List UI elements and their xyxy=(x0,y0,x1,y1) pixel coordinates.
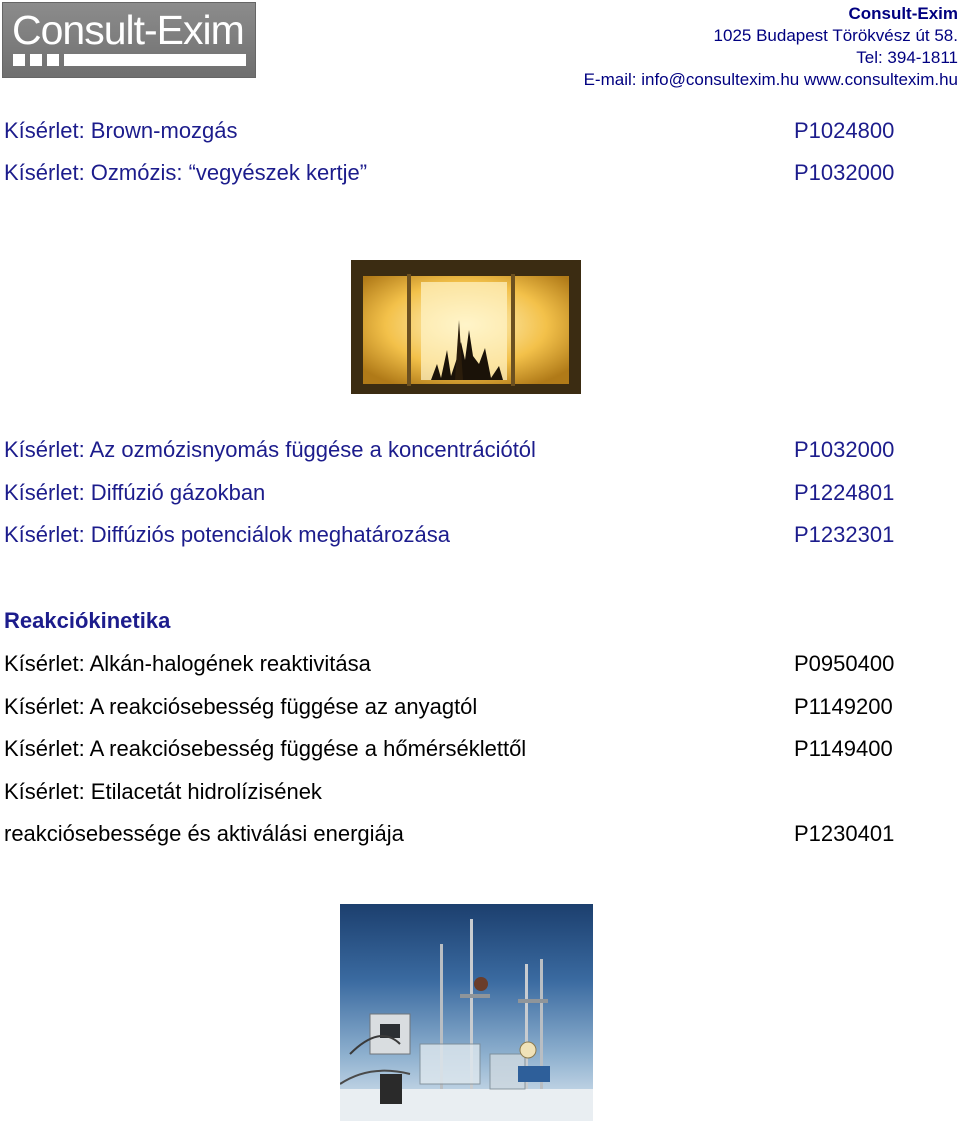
product-code: P1149400 xyxy=(794,736,893,761)
company-logo xyxy=(2,2,256,78)
company-name: Consult-Exim xyxy=(848,4,958,23)
experiment-title: Kísérlet: Brown-mozgás xyxy=(4,118,238,143)
experiment-row xyxy=(4,819,910,849)
experiment-title: Kísérlet: Az ozmózisnyomás függése a koncentrációtól xyxy=(4,437,536,462)
experiment-row xyxy=(4,649,910,679)
logo-square xyxy=(30,54,42,66)
experiment-title-line1: Kísérlet: Etilacetát hidrolízisének xyxy=(4,779,322,804)
experiment-title: Kísérlet: Diffúzió gázokban xyxy=(4,480,266,505)
company-phone: Tel: 394-1811 xyxy=(856,48,958,67)
chemical-garden-photo xyxy=(351,260,581,394)
company-address: 1025 Budapest Törökvész út 58. xyxy=(713,26,958,45)
product-code: P1149200 xyxy=(794,694,893,719)
product-code: P0950400 xyxy=(794,651,895,676)
experiment-row xyxy=(4,777,910,807)
product-code: P1232301 xyxy=(794,522,895,547)
experiment-row xyxy=(4,734,910,764)
experiment-row xyxy=(4,692,910,722)
experiment-title: Kísérlet: Ozmózis: “vegyészek kertje” xyxy=(4,160,368,185)
chemical-garden-illustration xyxy=(351,260,581,394)
section-heading: Reakciókinetika xyxy=(4,608,171,633)
experiment-row xyxy=(4,116,910,146)
experiment-row xyxy=(4,158,910,188)
experiment-row xyxy=(4,435,910,465)
logo-text: Consult-Exim xyxy=(12,7,244,53)
product-code: P1230401 xyxy=(794,821,895,846)
logo-square xyxy=(13,54,25,66)
contact-block xyxy=(584,3,958,91)
lab-apparatus-photo xyxy=(340,904,593,1121)
product-code: P1032000 xyxy=(794,160,895,185)
product-code: P1032000 xyxy=(794,437,895,462)
experiment-title: Kísérlet: Alkán-halogének reaktivitása xyxy=(4,651,371,676)
product-code: P1224801 xyxy=(794,480,895,505)
logo-square xyxy=(47,54,59,66)
experiment-row xyxy=(4,478,910,508)
experiment-title-line2: reakciósebessége és aktiválási energiája xyxy=(4,821,404,846)
lab-apparatus-illustration xyxy=(340,904,593,1121)
experiment-title: Kísérlet: Diffúziós potenciálok meghatározása xyxy=(4,522,450,547)
product-code: P1024800 xyxy=(794,118,895,143)
company-email-web[interactable]: E-mail: info@consultexim.hu www.consultexim.hu xyxy=(583,70,958,89)
experiment-row xyxy=(4,520,910,550)
logo-bar xyxy=(64,54,246,66)
experiment-title: Kísérlet: A reakciósebesség függése a hőmérséklettől xyxy=(4,736,527,761)
experiment-title: Kísérlet: A reakciósebesség függése az anyagtól xyxy=(4,694,478,719)
